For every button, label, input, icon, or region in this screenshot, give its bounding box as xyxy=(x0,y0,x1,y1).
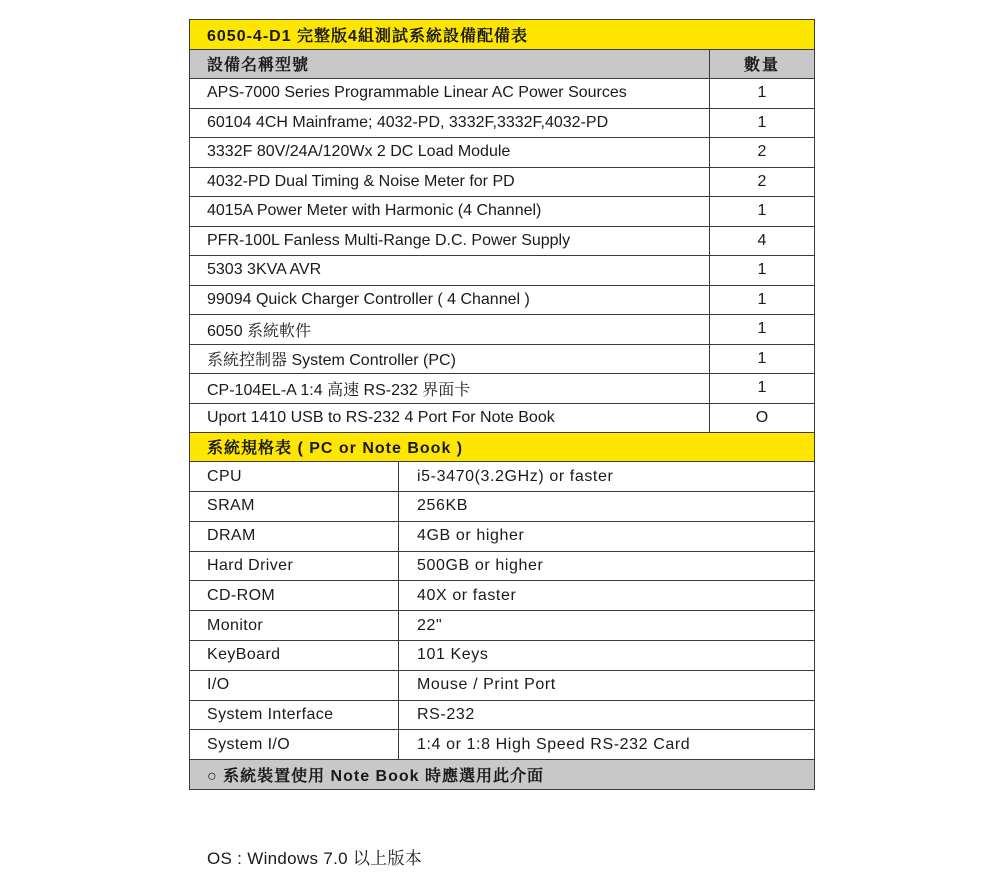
equipment-table xyxy=(189,19,815,433)
table-row xyxy=(190,700,815,730)
spec-value: i5-3470(3.2GHz) or faster xyxy=(399,462,815,492)
spec-value: 4GB or higher xyxy=(399,521,815,551)
equipment-qty: 2 xyxy=(710,138,815,168)
equipment-qty: 1 xyxy=(710,374,815,404)
spec-value: RS-232 xyxy=(399,700,815,730)
table-row xyxy=(190,403,815,433)
equipment-qty: 4 xyxy=(710,226,815,256)
table-row xyxy=(190,344,815,374)
spec-value: 101 Keys xyxy=(399,641,815,671)
equipment-name: PFR-100L Fanless Multi-Range D.C. Power Supply xyxy=(190,226,710,256)
spec-key: Monitor xyxy=(190,611,399,641)
table-row xyxy=(190,79,815,109)
spec-title: 系統規格表 ( PC or Note Book ) xyxy=(190,432,815,462)
table-row xyxy=(190,108,815,138)
equipment-qty: 1 xyxy=(710,108,815,138)
equipment-qty: 1 xyxy=(710,344,815,374)
table-row xyxy=(190,226,815,256)
spec-title-row xyxy=(190,432,815,462)
column-header-model: 設備名稱型號 xyxy=(190,49,710,79)
equipment-qty: 1 xyxy=(710,285,815,315)
equipment-qty: 1 xyxy=(710,79,815,109)
table-row xyxy=(190,138,815,168)
equipment-sheet xyxy=(189,19,814,790)
equipment-name: 3332F 80V/24A/120Wx 2 DC Load Module xyxy=(190,138,710,168)
table-row xyxy=(190,374,815,404)
equipment-name: 60104 4CH Mainframe; 4032-PD, 3332F,3332F,4032-PD xyxy=(190,108,710,138)
equipment-name: CP-104EL-A 1:4 高速 RS-232 界面卡 xyxy=(190,374,710,404)
spec-table xyxy=(189,432,815,791)
column-header-row xyxy=(190,49,815,79)
spec-value: 1:4 or 1:8 High Speed RS-232 Card xyxy=(399,730,815,760)
equipment-qty: 1 xyxy=(710,315,815,345)
spec-value: 22" xyxy=(399,611,815,641)
spec-key: System Interface xyxy=(190,700,399,730)
spec-key: I/O xyxy=(190,670,399,700)
equipment-qty: 1 xyxy=(710,197,815,227)
title-row xyxy=(190,20,815,50)
spec-key: Hard Driver xyxy=(190,551,399,581)
equipment-name: 5303 3KVA AVR xyxy=(190,256,710,286)
spec-value: Mouse / Print Port xyxy=(399,670,815,700)
equipment-name: APS-7000 Series Programmable Linear AC Power Sources xyxy=(190,79,710,109)
spec-footnote: ○ 系統裝置使用 Note Book 時應選用此介面 xyxy=(190,760,815,790)
spec-key: System I/O xyxy=(190,730,399,760)
table-row xyxy=(190,492,815,522)
equipment-name: 4032-PD Dual Timing & Noise Meter for PD xyxy=(190,167,710,197)
equipment-name: 4015A Power Meter with Harmonic (4 Channel) xyxy=(190,197,710,227)
spec-value: 40X or faster xyxy=(399,581,815,611)
os-requirement-note: OS : Windows 7.0 以上版本 xyxy=(207,849,423,868)
spec-key: KeyBoard xyxy=(190,641,399,671)
table-row xyxy=(190,462,815,492)
equipment-qty: 2 xyxy=(710,167,815,197)
spec-key: CPU xyxy=(190,462,399,492)
table-row xyxy=(190,197,815,227)
spec-key: DRAM xyxy=(190,521,399,551)
equipment-name: 99094 Quick Charger Controller ( 4 Channel ) xyxy=(190,285,710,315)
table-row xyxy=(190,551,815,581)
table-row xyxy=(190,641,815,671)
spec-value: 500GB or higher xyxy=(399,551,815,581)
footnote-row xyxy=(190,760,815,790)
table-row xyxy=(190,521,815,551)
spec-key: SRAM xyxy=(190,492,399,522)
table-row xyxy=(190,581,815,611)
equipment-name: 6050 系統軟件 xyxy=(190,315,710,345)
table-row xyxy=(190,256,815,286)
equipment-qty: 1 xyxy=(710,256,815,286)
table-row xyxy=(190,167,815,197)
equipment-name: Uport 1410 USB to RS-232 4 Port For Note Book xyxy=(190,403,710,433)
sheet-title: 6050-4-D1 完整版4組測試系統設備配備表 xyxy=(190,20,815,50)
spec-value: 256KB xyxy=(399,492,815,522)
table-row xyxy=(190,611,815,641)
table-row xyxy=(190,730,815,760)
table-row xyxy=(190,670,815,700)
table-row xyxy=(190,285,815,315)
spec-key: CD-ROM xyxy=(190,581,399,611)
table-row xyxy=(190,315,815,345)
column-header-qty: 數量 xyxy=(710,49,815,79)
equipment-qty: O xyxy=(710,403,815,433)
equipment-name: 系統控制器 System Controller (PC) xyxy=(190,344,710,374)
